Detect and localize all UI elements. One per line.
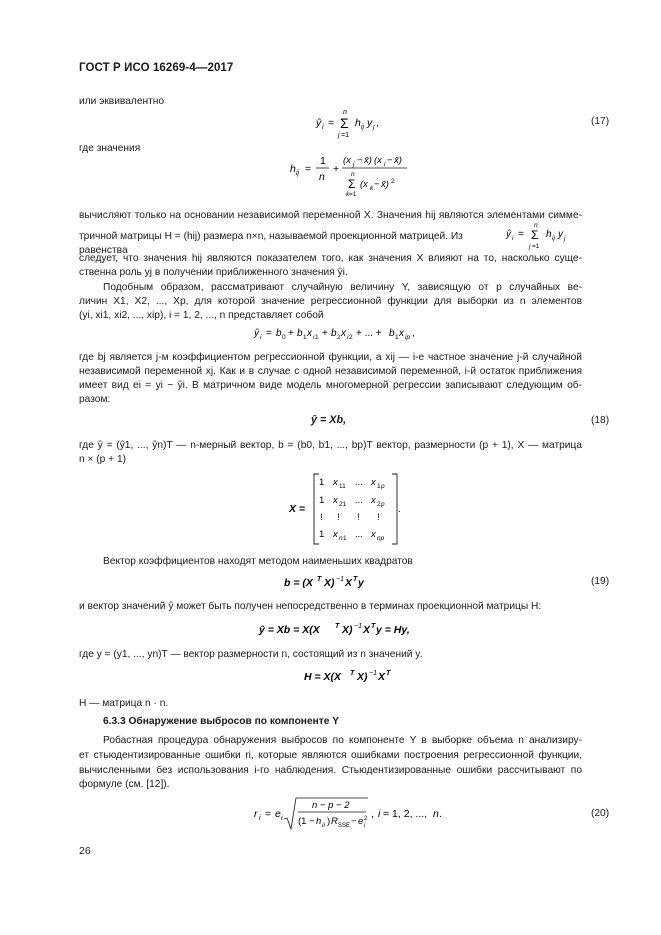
svg-text:y = Hy,: y = Hy, — [376, 624, 410, 636]
paragraph-1-line-4: ственна роль yj в получении приближенного значения ŷi. — [79, 267, 348, 278]
svg-text:x: x — [371, 529, 376, 540]
paragraph-9-line-1: Робастная процедура обнаружения выбросов по компоненте Y в выборке объема n анализиру- — [103, 735, 582, 746]
paragraph-6: и вектор значений ŷ может быть получен непосредственно в терминах проекционной матрицы H: — [79, 601, 542, 612]
svg-text:1: 1 — [315, 334, 319, 341]
svg-text:x: x — [333, 529, 338, 540]
svg-text:= 1, 2, ...,: = 1, 2, ..., — [383, 808, 428, 820]
paragraph-1-line-1: вычисляют только на основании независимой переменной X. Значения hij являются элементами симме- — [79, 210, 582, 221]
svg-text:x̄): x̄) — [394, 155, 402, 166]
svg-text:1: 1 — [320, 155, 326, 167]
svg-text:Σ: Σ — [340, 115, 349, 131]
svg-text:i: i — [259, 815, 261, 822]
svg-text:x: x — [307, 328, 312, 339]
paragraph-4-line-2: n × (p + 1) — [79, 454, 127, 465]
paragraph-3-line-4: разом: — [79, 394, 111, 405]
matrix-label: X = — [289, 503, 306, 515]
paragraph-1-line-2: тричной матрицы H = (hij) размера n×n, называемой проекционной матрицей. Из равенства — [79, 231, 463, 256]
svg-text:2: 2 — [337, 334, 341, 341]
document-header: ГОСТ Р ИСО 16269-4—2017 — [79, 62, 234, 74]
paragraph-3-line-3: имеет вид ei = yi − ŷi. В матричном виде модель многомерной регрессии записывают следующим об- — [79, 380, 582, 391]
svg-text:1: 1 — [343, 535, 347, 542]
svg-text:p: p — [381, 501, 385, 508]
svg-text:T: T — [335, 623, 340, 630]
svg-text:x̄): x̄) — [364, 155, 372, 166]
svg-text:i: i — [512, 235, 514, 242]
svg-text:n − p − 2: n − p − 2 — [312, 800, 350, 811]
equation-17 — [300, 107, 400, 139]
svg-text:.: . — [398, 504, 401, 515]
svg-text:X: X — [378, 671, 386, 683]
svg-text:...: ... — [355, 529, 363, 540]
svg-text:21: 21 — [339, 501, 347, 508]
svg-text:−: − — [387, 155, 393, 166]
equation-h — [300, 667, 400, 685]
svg-text:1: 1 — [395, 334, 399, 341]
svg-text:1: 1 — [319, 529, 325, 540]
svg-text:b: b — [297, 328, 303, 339]
svg-text:T: T — [350, 670, 355, 677]
svg-text:2: 2 — [391, 178, 395, 185]
svg-text:−: − — [357, 155, 363, 166]
svg-text:j: j — [373, 124, 375, 131]
svg-text:−1: −1 — [336, 576, 344, 583]
svg-text:x: x — [333, 477, 338, 488]
svg-text:n: n — [339, 535, 343, 542]
svg-text:X): X) — [324, 577, 335, 589]
svg-text:Σ: Σ — [531, 228, 539, 242]
svg-text:...: ... — [355, 495, 363, 506]
svg-text:ŷ: ŷ — [254, 328, 259, 339]
paragraph-2-line-1: Подобным образом, рассматривают случайную величину Y, зависящую от p случайных ве- — [103, 282, 582, 293]
svg-text:h: h — [290, 163, 296, 175]
svg-text:(x: (x — [343, 155, 351, 166]
svg-text:j: j — [338, 132, 340, 139]
svg-text:11: 11 — [339, 483, 346, 490]
svg-text:np: np — [377, 535, 385, 542]
svg-text:T: T — [353, 576, 358, 583]
svg-text:1: 1 — [377, 483, 381, 490]
svg-text:k: k — [370, 185, 374, 192]
page-number: 26 — [79, 845, 91, 857]
paragraph-1-line-3: следует, что значения hij являются показателем того, как значения X влияют на то, насколько суще- — [79, 253, 582, 264]
svg-text:SSE: SSE — [338, 823, 351, 829]
svg-text:j: j — [353, 161, 355, 168]
svg-text:1: 1 — [303, 334, 307, 341]
svg-text:=: = — [266, 328, 272, 339]
svg-text:x: x — [333, 495, 338, 506]
svg-text:i: i — [347, 334, 349, 341]
svg-text:X: X — [345, 577, 353, 589]
svg-text:i: i — [260, 334, 262, 341]
svg-text:i: i — [281, 815, 283, 822]
svg-text:e: e — [275, 808, 281, 820]
svg-text:b = (X: b = (X — [284, 577, 313, 589]
svg-text:ip: ip — [405, 334, 411, 341]
svg-text:H = X(X: H = X(X — [304, 671, 342, 683]
svg-text:,: , — [412, 328, 415, 339]
svg-text:x: x — [399, 328, 404, 339]
svg-text:.: . — [439, 808, 442, 820]
svg-text:j: j — [564, 235, 566, 242]
paragraph-4-line-1: где ŷ = (ŷ1, ..., ŷn)T — n-мерный вектор, b = (b0, b1, ..., bp)T вектор, размерности (p + 1), X — матрица — [79, 440, 582, 451]
svg-text:(x: (x — [360, 179, 368, 190]
svg-text:,: , — [376, 117, 379, 129]
svg-text:n: n — [534, 222, 538, 229]
svg-text:ij: ij — [361, 124, 365, 131]
svg-text:ii: ii — [322, 822, 325, 829]
svg-text:=: = — [328, 117, 335, 129]
svg-text:h: h — [316, 816, 322, 827]
svg-text:=: = — [518, 229, 524, 240]
svg-text:−: − — [351, 816, 357, 827]
section-title: 6.3.3 Обнаружение выбросов по компоненте Y — [103, 716, 340, 727]
svg-text:n: n — [343, 109, 347, 116]
svg-text:X: X — [363, 624, 371, 636]
svg-text:X): X) — [357, 671, 368, 683]
svg-text:i: i — [322, 124, 324, 131]
svg-text:!: ! — [377, 512, 380, 523]
svg-text:y: y — [358, 577, 364, 589]
paragraph-7: где y = (y1, ..., yn)T — вектор размерности n, состоящий из n значений y. — [79, 649, 423, 660]
svg-text:+: + — [288, 328, 294, 339]
svg-text:): ) — [327, 816, 331, 827]
svg-text:b: b — [331, 328, 337, 339]
svg-text:!: ! — [320, 512, 323, 523]
svg-text:ŷ: ŷ — [506, 229, 511, 240]
equation-19 — [280, 573, 400, 591]
svg-text:e: e — [358, 816, 364, 827]
svg-text:p: p — [381, 483, 385, 490]
paragraph-9-line-3: вычисленными без использования i-го наблюдения. Стьюдентизированные ошибки рассчитывают по — [79, 765, 582, 776]
svg-text:T: T — [371, 623, 376, 630]
matrix-x — [287, 470, 412, 548]
svg-text:i: i — [384, 161, 386, 168]
svg-text:X): X) — [342, 624, 353, 636]
svg-text:−: − — [374, 179, 380, 190]
paragraph-5: Вектор коэффициентов находят методом наименьших квадратов — [103, 556, 413, 567]
svg-text:b: b — [276, 328, 282, 339]
svg-text:!: ! — [337, 512, 340, 523]
svg-text:=1: =1 — [349, 191, 357, 198]
svg-text:R: R — [331, 816, 338, 827]
svg-text:n: n — [351, 171, 355, 178]
svg-text:h: h — [546, 229, 552, 240]
svg-text:2: 2 — [377, 501, 381, 508]
svg-text:x: x — [371, 477, 376, 488]
svg-text:r: r — [254, 808, 258, 820]
paragraph-9-line-2: ет стьюдентизированные ошибки ri, которые являются ошибками построения регрессионной функции, — [79, 750, 582, 761]
paragraph-9-line-4: формуле (см. [12]). — [79, 779, 170, 790]
svg-text:ij: ij — [296, 170, 300, 177]
equation-17-number: (17) — [591, 116, 610, 127]
paragraph-3-line-2: независимой переменной xj. Как и в случае с одной независимой переменной, i-й остаток приближения — [79, 366, 582, 377]
paragraph-where-values: где значения — [79, 143, 141, 154]
svg-text:...: ... — [355, 477, 363, 488]
svg-text:T: T — [386, 670, 391, 677]
svg-text:2: 2 — [349, 334, 353, 341]
svg-text:ŷ = Xb = X(X: ŷ = Xb = X(X — [259, 624, 320, 636]
svg-text:Σ: Σ — [348, 177, 356, 191]
svg-text:y: y — [558, 229, 563, 240]
equation-hij — [285, 148, 415, 198]
svg-text:x̄): x̄) — [381, 179, 389, 190]
svg-text:+: + — [322, 328, 328, 339]
svg-text:ŷ: ŷ — [316, 117, 322, 129]
svg-text:2: 2 — [364, 816, 368, 822]
svg-text:i: i — [378, 808, 381, 820]
svg-text:1: 1 — [319, 495, 325, 506]
equation-20 — [250, 795, 480, 833]
paragraph-2-line-2: личин X1, X2, ..., Xp, для которой значение регрессионной функции для выборки из n элементов — [79, 296, 582, 307]
svg-text:!: ! — [357, 512, 360, 523]
svg-text:x: x — [341, 328, 346, 339]
paragraph-2-line-3: (yi, xi1, xi2, ..., xip), i = 1, 2, ..., n представляет собой — [79, 310, 324, 321]
svg-text:j: j — [529, 243, 531, 250]
svg-text:(1 −: (1 − — [298, 816, 315, 827]
svg-text:+: + — [333, 163, 340, 175]
equation-20-number: (20) — [591, 808, 610, 819]
equation-18-number: (18) — [591, 415, 610, 426]
svg-text:,: , — [371, 808, 374, 820]
svg-text:=: = — [265, 808, 272, 820]
svg-text:T: T — [317, 576, 322, 583]
svg-text:k: k — [346, 191, 350, 198]
svg-text:1: 1 — [319, 477, 325, 488]
svg-text:x: x — [371, 495, 376, 506]
equation-hy — [255, 620, 425, 638]
svg-text:n: n — [319, 171, 325, 183]
svg-text:b: b — [389, 328, 395, 339]
svg-text:i: i — [364, 823, 366, 829]
svg-text:+ ... +: + ... + — [356, 328, 382, 339]
svg-text:ij: ij — [552, 235, 555, 242]
svg-text:−1: −1 — [369, 670, 377, 677]
svg-text:−1: −1 — [354, 623, 362, 630]
svg-text:(x: (x — [374, 155, 382, 166]
paragraph-8: H — матрица n · n. — [79, 698, 169, 709]
svg-text:=: = — [305, 163, 312, 175]
svg-text:n: n — [433, 808, 439, 820]
svg-text:y: y — [367, 117, 373, 129]
svg-text:=1: =1 — [532, 243, 540, 250]
equation-18: ŷ = Xb, — [311, 414, 347, 426]
equation-19-number: (19) — [591, 576, 610, 587]
inline-equation — [504, 221, 589, 251]
svg-text:h: h — [355, 117, 361, 129]
equation-regression — [250, 324, 450, 344]
paragraph-or-equivalent: или эквивалентно — [79, 96, 165, 107]
svg-text:=1: =1 — [341, 132, 349, 139]
paragraph-3-line-1: где bj является j-м коэффициентом регрессионной функции, а xij — i-е частное значение j-й случайной — [79, 352, 582, 363]
svg-text:i: i — [313, 334, 315, 341]
svg-text:0: 0 — [282, 334, 286, 341]
